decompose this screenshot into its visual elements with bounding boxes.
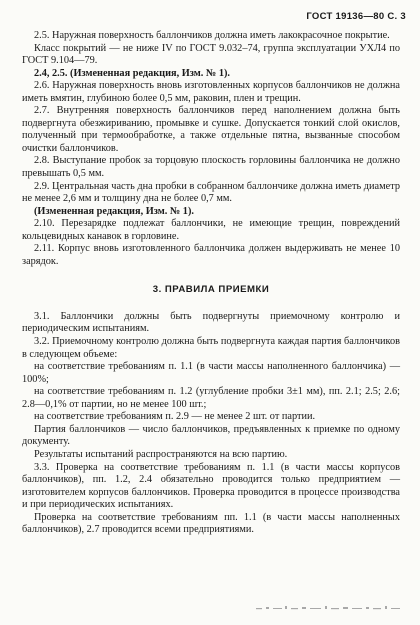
paragraph-2-9: 2.9. Центральная часть дна пробки в собранном баллончике должна иметь диаметр не менее 2,6 мм и толщину дна не более 0,7 мм.	[22, 180, 400, 205]
paragraph-revision-note-2: (Измененная редакция, Изм. № 1).	[34, 205, 194, 217]
paragraph-3-3: 3.3. Проверка на соответствие требованиям п. 1.1 (в части массы корпусов баллончиков), пп. 1.2, 2.4 обязательно проводится только предприятием — изготовителем корпусов баллончиков. Проверка проводится в процессе производства и при периодических испытаниях.	[22, 461, 400, 511]
paragraph-coating-class: Класс покрытий — не ниже IV по ГОСТ 9.032–74, группа эксплуатации УХЛ4 по ГОСТ 9.104—79.	[22, 42, 400, 67]
list-item-plug-depth: на соответствие требованиям п. 1.2 (углубление пробки 3±1 мм), пп. 2.1; 2.5; 2.6; 2.8—0,1% от партии, но не менее 100 шт.;	[22, 386, 400, 410]
paragraph-3-2: 3.2. Приемочному контролю должна быть подвергнута каждая партия баллончиков в следующем объеме:	[22, 336, 400, 360]
section-heading: 3. ПРАВИЛА ПРИЕМКИ	[152, 284, 270, 296]
paragraph-3-1: 3.1. Баллончики должны быть подвергнуты приемочному контролю и периодическим испытаниям.	[22, 310, 400, 335]
paragraph-2-8: 2.8. Выступание пробок за торцовую плоскость горловины баллончика не должно превышать 0,5 мм.	[22, 155, 400, 180]
list-item-mass: на соответствие требованиям п. 1.1 (в части массы наполненного баллончика) — 100%;	[22, 361, 400, 385]
scan-artifact	[254, 603, 404, 617]
paragraph-check-all-enterprises: Проверка на соответствие требованиям пп. 1.1 (в части массы наполненных баллончиков), 2.7 проводится всеми предприятиями.	[22, 511, 400, 536]
paragraph-2-11: 2.11. Корпус вновь изготовленного баллончика должен выдерживать не менее 10 зарядок.	[22, 243, 400, 267]
list-item-2-9: на соответствие требованиям п. 2.9 — не менее 2 шт. от партии.	[34, 411, 316, 423]
document-body	[22, 30, 400, 537]
paragraph-revision-note: 2.4, 2.5. (Измененная редакция, Изм. № 1).	[34, 67, 230, 79]
paragraph-batch-definition: Партия баллончиков — число баллончиков, предъявленных к приемке по одному документу.	[22, 423, 400, 448]
paragraph-2-7: 2.7. Внутренняя поверхность баллончиков перед наполнением должна быть подвергнута обезжириванию, промывке и сушке. Допускается тонкий слой окислов, полученный при термообработке, а также отдельные пятна, вызванные способом очистки баллончиков.	[22, 105, 400, 154]
paragraph-2-6: 2.6. Наружная поверхность вновь изготовленных корпусов баллончиков не должна иметь вмятин, глубиною более 0,5 мм, раковин, плен и трещин.	[22, 80, 400, 104]
page-header: ГОСТ 19136—80 С. 3	[306, 11, 406, 22]
paragraph-2-10: 2.10. Перезарядке подлежат баллончики, не имеющие трещин, повреждений кольцевидных канавок в горловине.	[22, 218, 400, 242]
paragraph-results: Результаты испытаний распространяются на всю партию.	[34, 448, 288, 460]
paragraph-2-5: 2.5. Наружная поверхность баллончиков должна иметь лакокрасочное покрытие.	[34, 30, 390, 41]
